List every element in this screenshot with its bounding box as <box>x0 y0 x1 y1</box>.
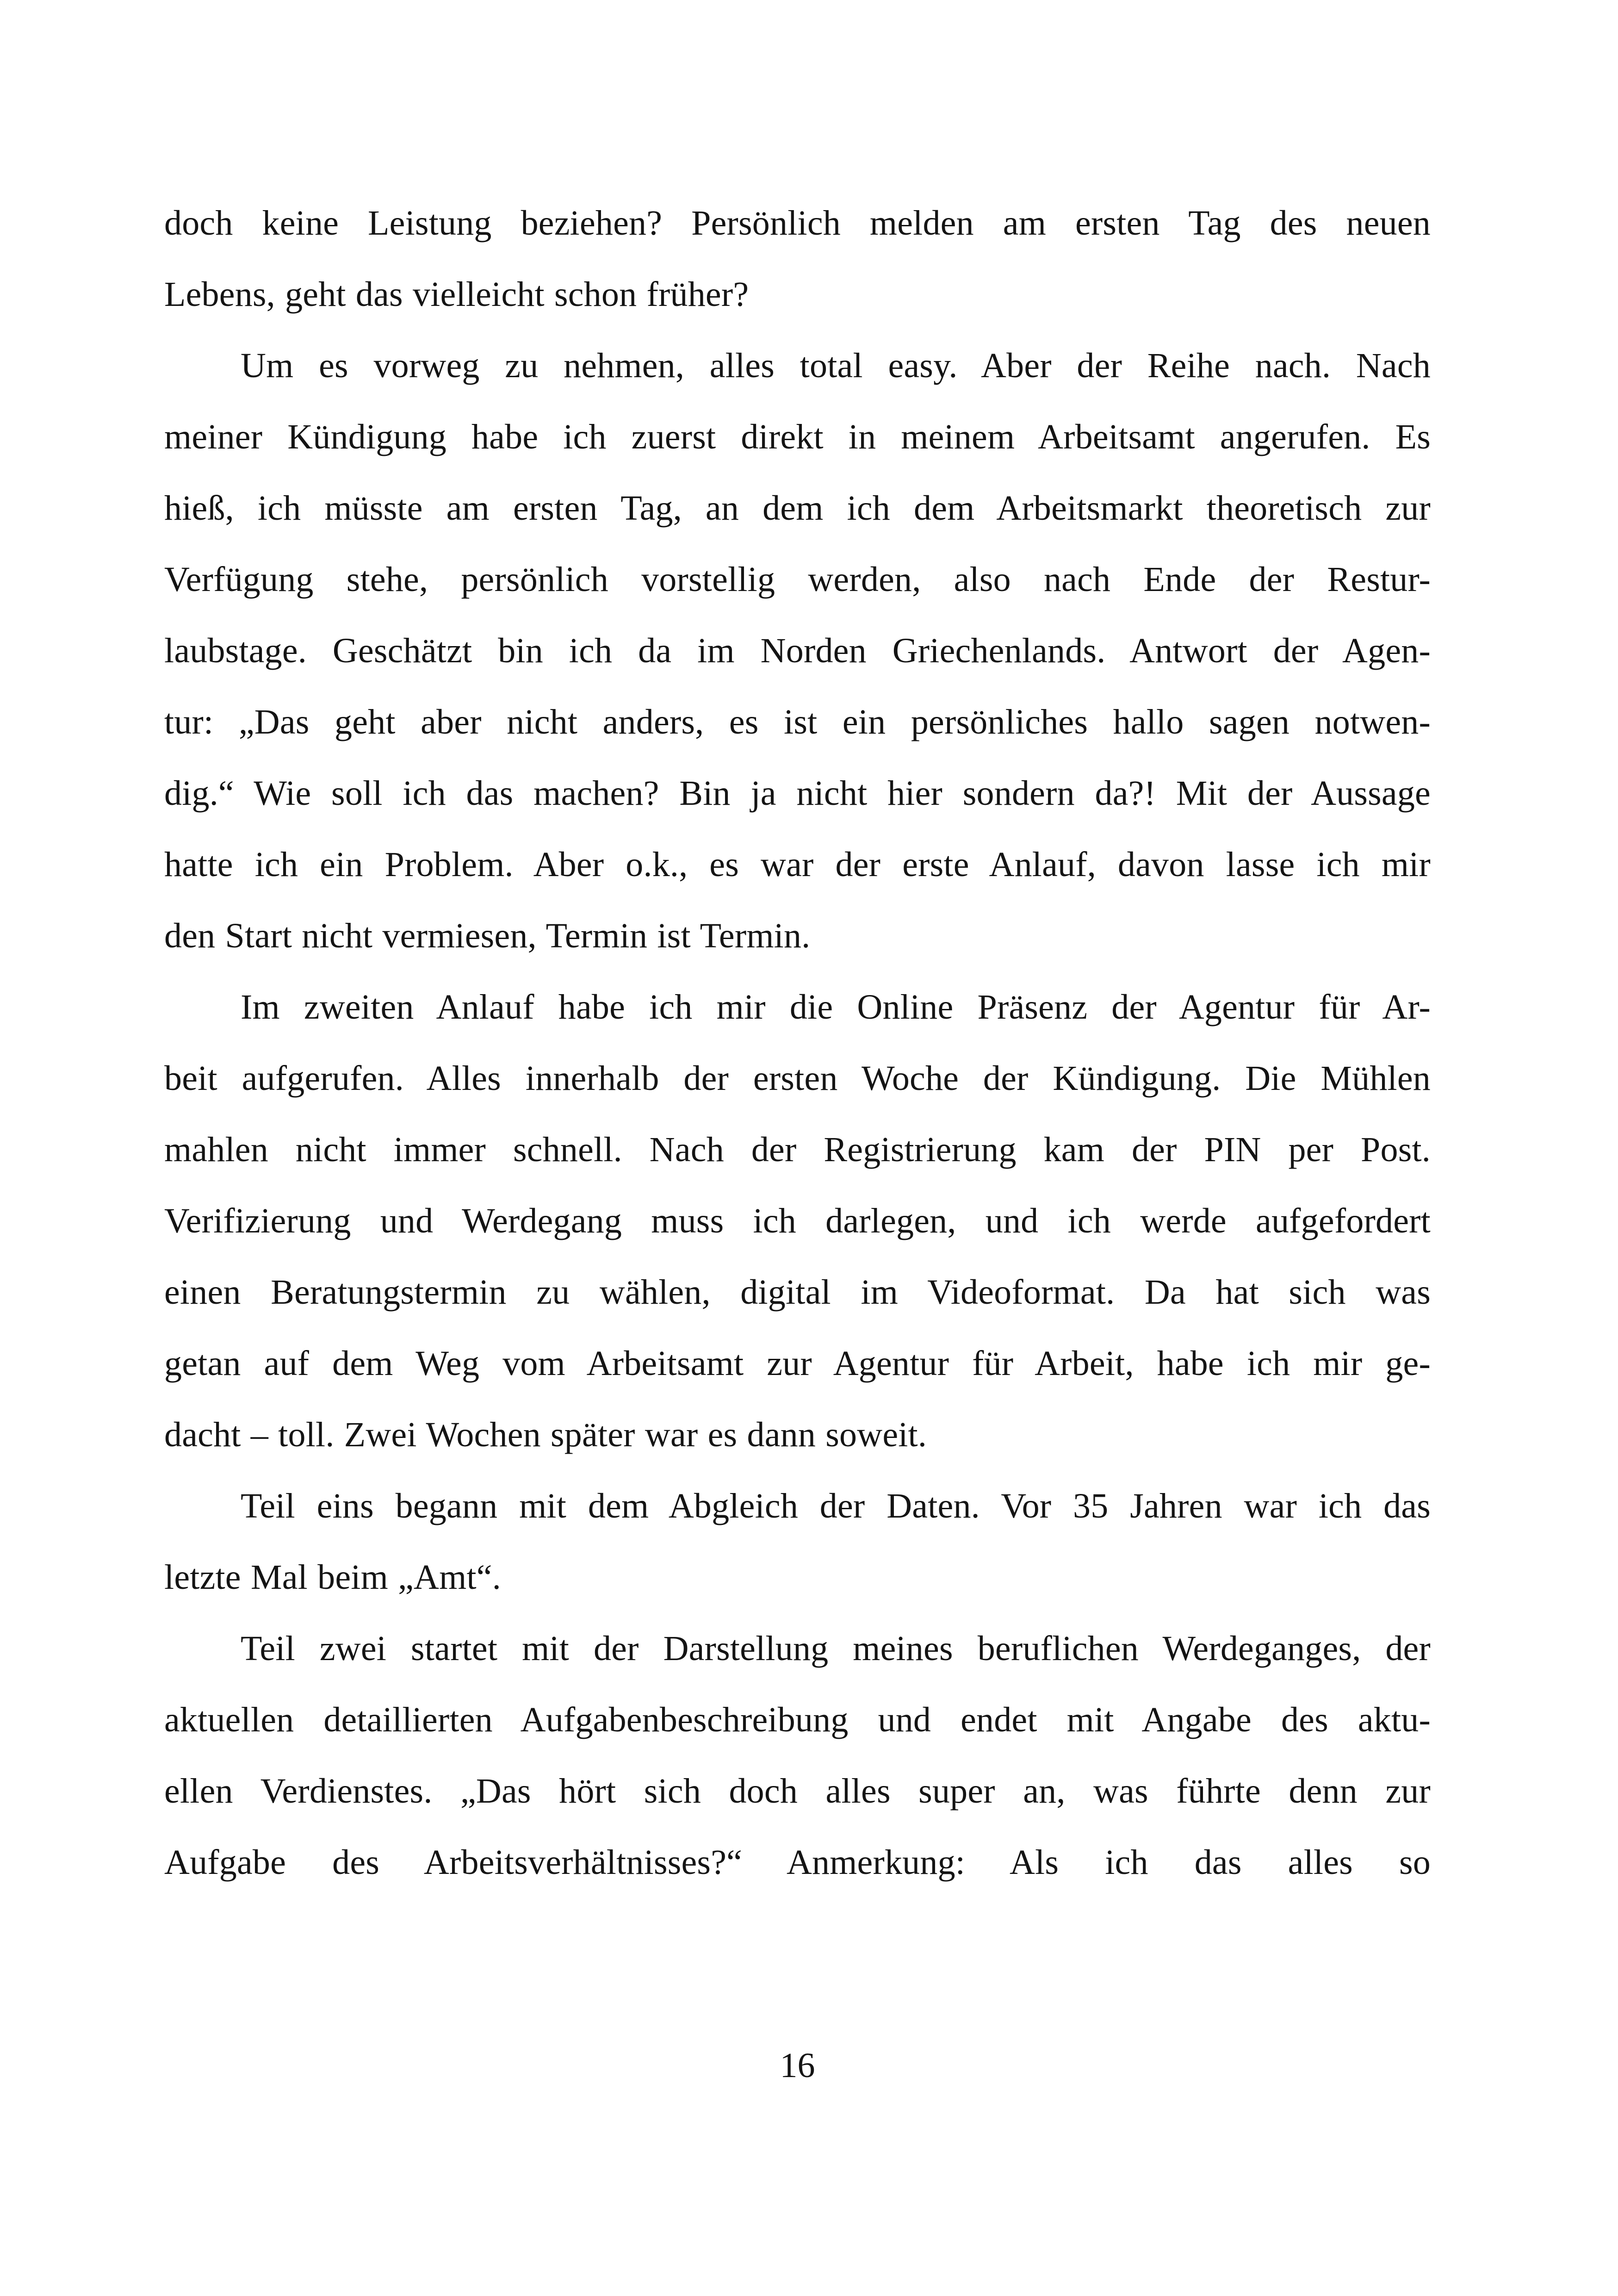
body-line: Lebens, geht das vielleicht schon früher? <box>164 275 749 314</box>
body-line: Um es vorweg zu nehmen, alles total easy. Aber der Reihe nach. Nach <box>241 346 1431 385</box>
body-line: hieß, ich müsste am ersten Tag, an dem ich dem Arbeitsmarkt theoretisch zur <box>164 489 1431 528</box>
body-line: mahlen nicht immer schnell. Nach der Registrierung kam der PIN per Post. <box>164 1130 1431 1169</box>
body-line: dig.“ Wie soll ich das machen? Bin ja nicht hier sondern da?! Mit der Aussage <box>164 774 1431 813</box>
body-line: meiner Kündigung habe ich zuerst direkt in meinem Arbeitsamt angerufen. Es <box>164 417 1431 456</box>
body-line: Teil zwei startet mit der Darstellung meines beruflichen Werdeganges, der <box>241 1629 1431 1668</box>
body-line: Im zweiten Anlauf habe ich mir die Online Präsenz der Agentur für Ar- <box>241 988 1431 1027</box>
body-line: Teil eins begann mit dem Abgleich der Daten. Vor 35 Jahren war ich das <box>241 1487 1431 1525</box>
body-line: hatte ich ein Problem. Aber o.k., es war der erste Anlauf, davon lasse ich mir <box>164 845 1431 884</box>
body-line: den Start nicht vermiesen, Termin ist Termin. <box>164 916 811 955</box>
body-line: tur: „Das geht aber nicht anders, es ist ein persönliches hallo sagen notwen- <box>164 703 1431 741</box>
body-line: ellen Verdienstes. „Das hört sich doch alles super an, was führte denn zur <box>164 1772 1431 1811</box>
page-number: 16 <box>780 2046 815 2085</box>
body-line: Aufgabe des Arbeitsverhältnisses?“ Anmerkung: Als ich das alles so <box>164 1843 1431 1882</box>
body-line: beit aufgerufen. Alles innerhalb der ersten Woche der Kündigung. Die Mühlen <box>164 1059 1431 1098</box>
body-line: dacht – toll. Zwei Wochen später war es dann soweit. <box>164 1415 927 1454</box>
body-line: doch keine Leistung beziehen? Persönlich melden am ersten Tag des neuen <box>164 204 1431 243</box>
body-text <box>164 187 1431 1898</box>
body-line: getan auf dem Weg vom Arbeitsamt zur Agentur für Arbeit, habe ich mir ge- <box>164 1344 1431 1383</box>
body-line: aktuellen detaillierten Aufgabenbeschreibung und endet mit Angabe des aktu- <box>164 1700 1431 1739</box>
body-line: laubstage. Geschätzt bin ich da im Norden Griechenlands. Antwort der Agen- <box>164 631 1431 670</box>
body-line: Verfügung stehe, persönlich vorstellig werden, also nach Ende der Restur- <box>164 560 1431 599</box>
body-line: letzte Mal beim „Amt“. <box>164 1558 501 1597</box>
body-line: Verifizierung und Werdegang muss ich darlegen, und ich werde aufgefordert <box>164 1201 1431 1240</box>
body-line: einen Beratungstermin zu wählen, digital im Videoformat. Da hat sich was <box>164 1273 1431 1312</box>
